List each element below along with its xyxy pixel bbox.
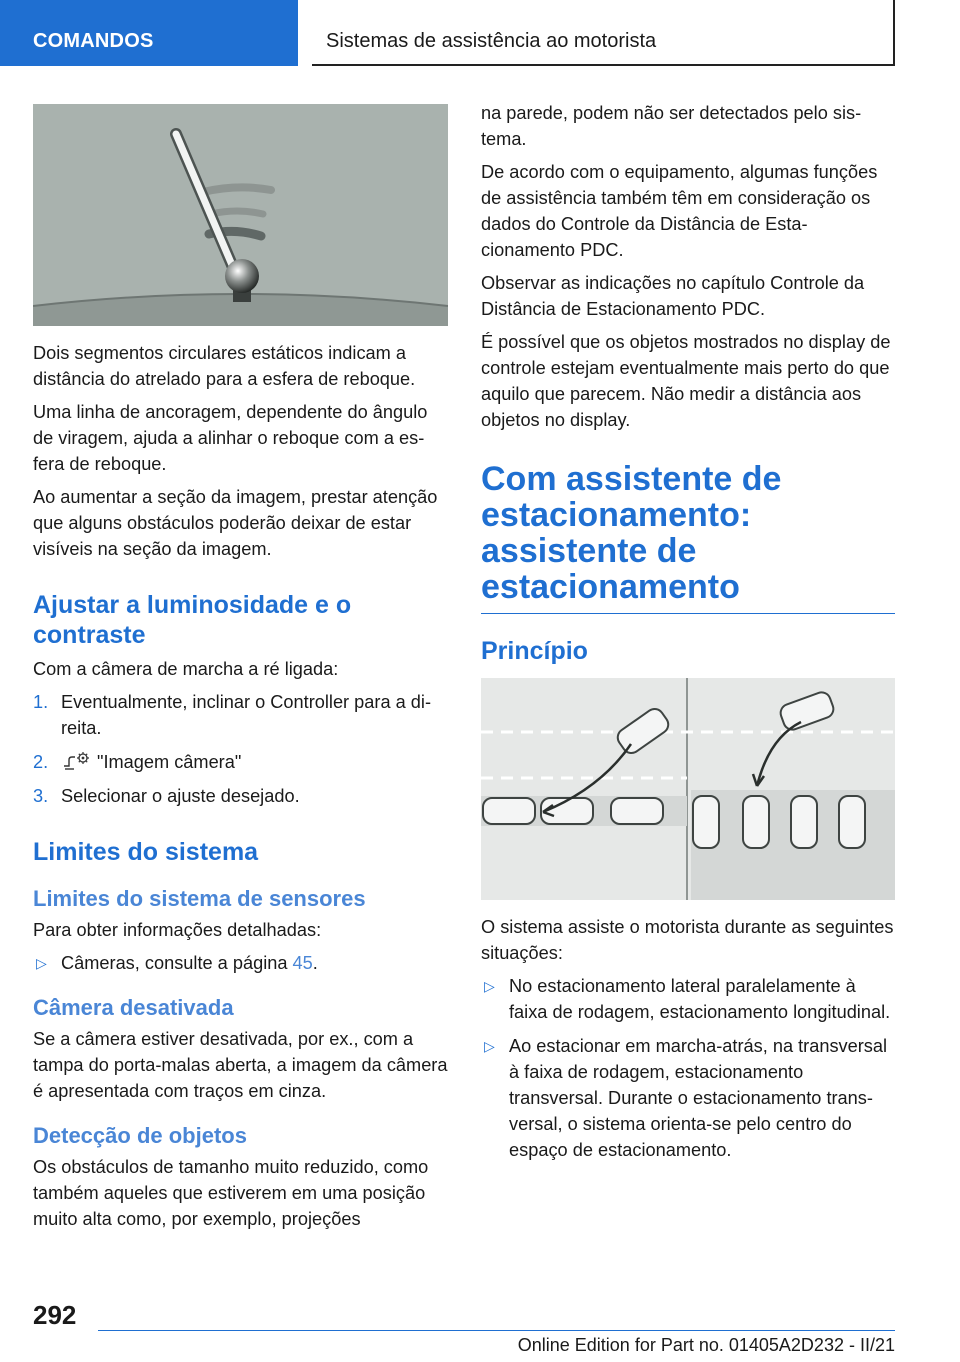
page-header	[0, 0, 960, 66]
footer-divider	[98, 1330, 895, 1331]
footer-edition: Online Edition for Part no. 01405A2D232 - II/21	[517, 1335, 895, 1355]
step-2	[33, 749, 448, 775]
paragraph-observe: Observar as indicações no capítulo Controle da Distância de Estacionamento PDC.	[481, 273, 865, 319]
step-1	[33, 689, 448, 741]
heading-object-detection: Detecção de objetos	[33, 1123, 247, 1148]
step-text: "Imagem câmera"	[97, 752, 242, 772]
paragraph-segments: Dois segmentos circulares estáticos indicam a distância do atrelado para a esfera de reboque.	[33, 343, 416, 389]
step-number: 1.	[33, 692, 49, 712]
paragraph-anchor-line: Uma linha de ancoragem, dependente do ângulo de viragem, ajuda a alinhar o reboque com a esfera de reboque.	[33, 402, 428, 474]
heading-sensor-limits: Limites do sistema de sensores	[33, 886, 366, 911]
section-tab: COMANDOS	[0, 0, 298, 66]
paragraph-wall: na parede, podem não ser detectados pelo sistema.	[481, 103, 862, 149]
heading-camera-disabled: Câmera desativada	[33, 995, 234, 1020]
tow-ball-camera-image	[33, 104, 448, 326]
heading-principle: Princípio	[481, 637, 588, 665]
page-number: 292	[33, 1300, 77, 1330]
step-number: 2.	[33, 752, 49, 772]
paragraph-pdc: De acordo com o equipamento, algumas funções de assistência também têm em consideração os dados do Controle da Distância de Estacionamento PDC.	[481, 162, 878, 260]
chapter-title: Sistemas de assistência ao motorista	[312, 0, 895, 66]
right-column	[481, 100, 895, 1171]
step-text: Eventualmente, inclinar o Controller para a direita.	[61, 692, 432, 738]
triangle-bullet-icon: ▷	[484, 1038, 495, 1054]
step-3	[33, 783, 448, 809]
heading-brightness: Ajustar a luminosidade e o contraste	[33, 591, 352, 649]
step-text: Selecionar o ajuste desejado.	[61, 786, 300, 806]
paragraph-zoom: Ao aumentar a seção da imagem, prestar atenção que alguns obstáculos poderão deixar de estar visíveis na seção da imagem.	[33, 487, 438, 559]
bullet-text: Ao estacionar em marcha-atrás, na transversal à faixa de rodagem, estacionamento transversal. Durante o estacionamento transversal, o sistema orienta-se pelo centro do espaço de estacionamento.	[509, 1036, 888, 1160]
bullet-text: Câmeras, consulte a página	[61, 953, 288, 973]
triangle-bullet-icon: ▷	[36, 955, 47, 971]
heading-system-limits: Limites do sistema	[33, 838, 259, 866]
bullet-period: .	[312, 953, 318, 973]
paragraph-details: Para obter informações detalhadas:	[33, 920, 322, 940]
paragraph-camera-on: Com a câmera de marcha a ré ligada:	[33, 659, 339, 679]
paragraph-display: É possível que os objetos mostrados no display de controle estejam eventualmente mais perto do que aquilo que parecem. Não medir a distância aos objetos no display.	[481, 332, 891, 430]
bullet-parallel	[481, 973, 895, 1025]
parking-scenarios-image	[481, 678, 895, 900]
triangle-bullet-icon: ▷	[484, 978, 495, 994]
page-link[interactable]: 45	[292, 953, 313, 973]
camera-settings-icon	[61, 750, 91, 772]
paragraph-camera-disabled: Se a câmera estiver desativada, por ex., com a tampa do porta-malas aberta, a imagem da câmera é apresentada com traços em cinza.	[33, 1029, 448, 1101]
bullet-perpendicular	[481, 1033, 895, 1163]
paragraph-system-assists: O sistema assiste o motorista durante as seguintes situações:	[481, 917, 894, 963]
paragraph-object-detection: Os obstáculos de tamanho muito reduzido, como também aqueles que estiverem em uma posição muito alta como, por exemplo, projeções	[33, 1157, 429, 1229]
left-column	[33, 104, 448, 1239]
heading-parking-assistant: Com assistente de estacionamento: assistente de estacionamento	[481, 461, 895, 614]
bullet-cameras	[33, 950, 448, 976]
bullet-text: No estacionamento lateral paralelamente à faixa de rodagem, estacionamento longitudinal.	[509, 976, 891, 1022]
step-number: 3.	[33, 786, 49, 806]
